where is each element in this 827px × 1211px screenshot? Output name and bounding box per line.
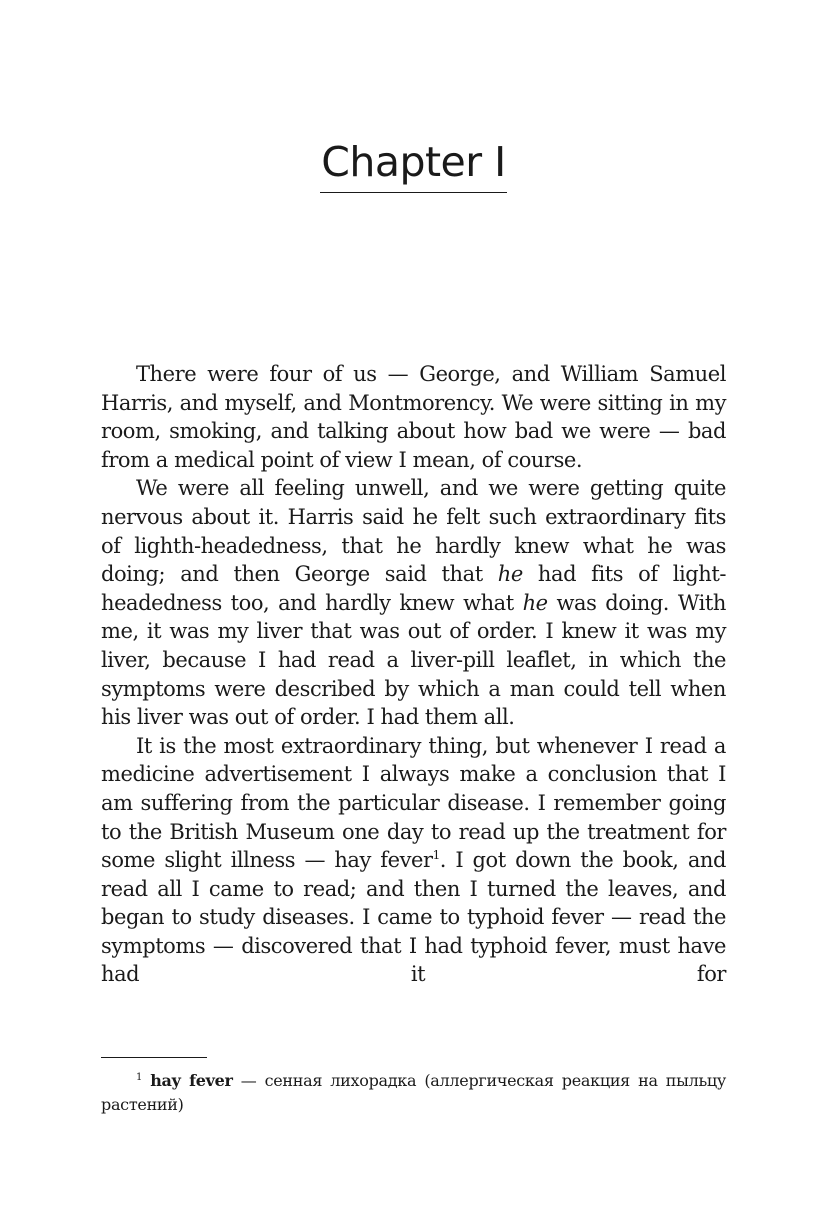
chapter-title-text: Chapter I bbox=[320, 138, 507, 193]
paragraph-2-text-c: was doing. With me, it was my liver that was out of order. I knew it was my liver, because I had read a liver-pill leaflet, in which the symptoms were described by which a man could tell when his liver was out of order. I had them all. bbox=[101, 590, 726, 730]
paragraph-2-text-a: We were all feeling unwell, and we were getting quite nervous about it. Harris said he felt such extraordinary fits of lighth-headedness, that he hardly knew what he was doing; and then George said that bbox=[101, 476, 726, 587]
paragraph-3-text-a: It is the most extraordinary thing, but whenever I read a medicine advertisement I always make a conclusion that I am suffering from the particular disease. I remember going to the British Museum one day to read up the treatment for some slight illness — hay fever bbox=[101, 733, 726, 873]
body-text bbox=[101, 360, 726, 989]
chapter-title bbox=[0, 138, 827, 193]
paragraph-1 bbox=[101, 360, 726, 474]
footnote-marker: 1 bbox=[136, 1072, 143, 1083]
footnote-definition: — сенная лихорадка (аллергическая реакция на пыльцу растений) bbox=[101, 1071, 726, 1114]
footnote-reference[interactable]: 1 bbox=[432, 848, 440, 863]
paragraph-1-text: There were four of us — George, and William Samuel Harris, and myself, and Montmorency. We were sitting in my room, smoking, and talking about how bad we were — bad from a medical point of view I mean, of course. bbox=[101, 362, 726, 472]
footnote-term: hay fever bbox=[150, 1071, 233, 1090]
paragraph-2-text-b: had fits of light-headedness too, and hardly knew what bbox=[101, 562, 726, 615]
footnote bbox=[101, 1069, 726, 1117]
footnote-divider bbox=[101, 1057, 207, 1058]
paragraph-3-text-b: . I got down the book, and read all I came to read; and then I turned the leaves, and began to study diseases. I came to typhoid fever — read the symptoms — discovered that I had typhoid fever, must have had it for bbox=[101, 848, 726, 987]
emphasis-he-1: he bbox=[497, 562, 523, 587]
paragraph-3 bbox=[101, 732, 726, 989]
emphasis-he-2: he bbox=[522, 590, 548, 615]
paragraph-2 bbox=[101, 474, 726, 731]
